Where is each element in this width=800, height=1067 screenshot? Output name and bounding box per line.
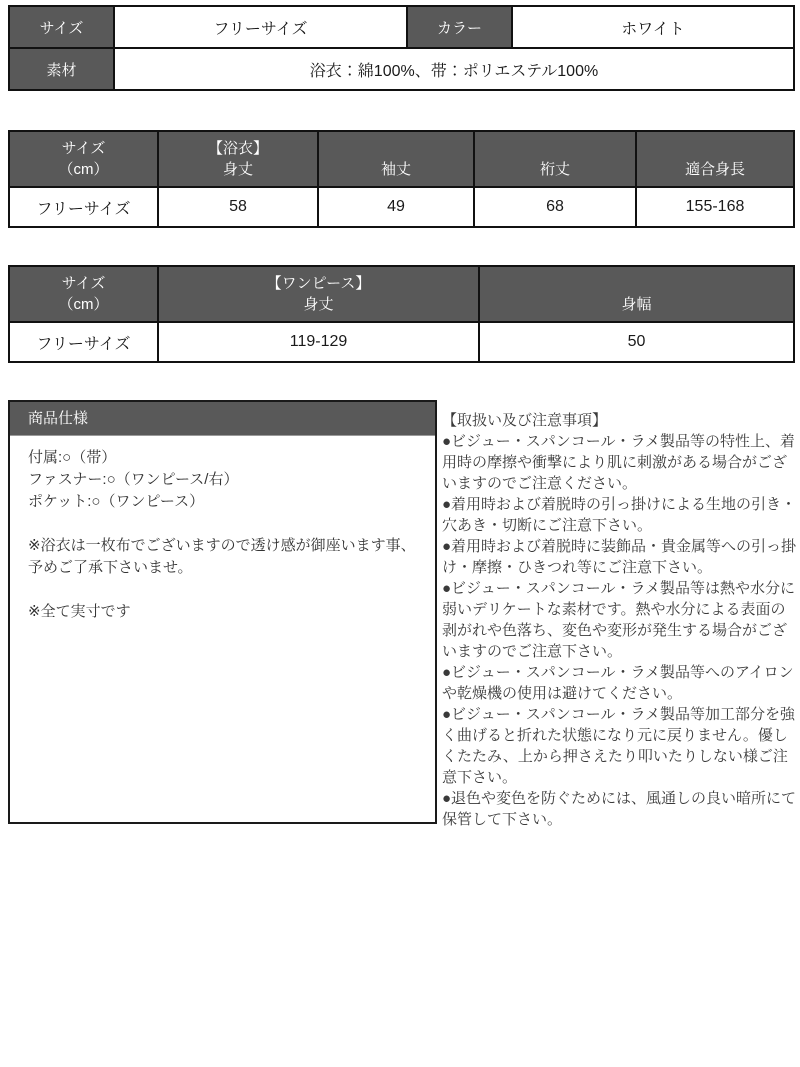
size-cm-line2: （cm） xyxy=(58,296,109,313)
yukata-table-row xyxy=(9,187,794,227)
onepiece-table-row xyxy=(9,322,794,362)
care-notes-title: 【取扱い及び注意事項】 xyxy=(442,412,608,429)
onepiece-body-length-header-cell xyxy=(158,266,479,322)
yukata-yuki-length-cell: 68 xyxy=(474,187,636,227)
material-value-cell: 浴衣：綿100%、帯：ポリエステル100% xyxy=(114,48,794,90)
care-note-item: ●ビジュー・スパンコール・ラメ製品等の特性上、着用時の摩擦や衝撃により肌に刺激がある場合がございますのでご注意ください。 xyxy=(442,433,796,492)
care-note-item: ●退色や変色を防ぐためには、風通しの良い暗所にて保管して下さい。 xyxy=(442,790,797,828)
onepiece-measurements-table xyxy=(8,265,795,363)
yukata-body-length-label: 身丈 xyxy=(222,161,253,178)
yukata-measurements-table xyxy=(8,130,795,228)
yukata-garment-label: 【浴衣】 xyxy=(207,140,268,157)
color-label-cell: カラー xyxy=(407,6,512,48)
size-cm-line1: サイズ xyxy=(61,140,106,157)
yukata-size-cell: フリーサイズ xyxy=(9,187,158,227)
onepiece-size-cell: フリーサイズ xyxy=(9,322,158,362)
size-cm-line1: サイズ xyxy=(61,275,106,292)
yukata-table-header xyxy=(9,131,794,187)
care-note-item: ●着用時および着脱時の引っ掛けによる生地の引き・穴あき・切断にご注意下さい。 xyxy=(442,496,797,534)
onepiece-body-width-header-cell: 身幅 xyxy=(479,266,794,322)
material-label-cell: 素材 xyxy=(9,48,114,90)
care-note-item: ●ビジュー・スパンコール・ラメ製品等は熱や水分に弱いデリケートな素材です。熱や水分による表面の剥がれや色落ち、変色や変形が発生する場合がございますのでご注意下さい。 xyxy=(442,580,796,660)
product-spec-box xyxy=(8,400,437,824)
onepiece-body-length-label: 身丈 xyxy=(303,296,334,313)
onepiece-table-header xyxy=(9,266,794,322)
product-spec-title: 商品仕様 xyxy=(10,402,435,436)
size-color-material-table xyxy=(8,5,795,91)
spec-line-fastener: ファスナー:○（ワンピース/右） xyxy=(28,471,239,488)
yukata-body-length-cell: 58 xyxy=(158,187,318,227)
spec-note-sheer: ※浴衣は一枚布でございますので透け感が御座います事、予めご了承下さいませ。 xyxy=(28,537,416,576)
care-notes xyxy=(442,410,798,830)
yukata-sleeve-length-cell: 49 xyxy=(318,187,474,227)
sleeve-length-header-cell: 袖丈 xyxy=(318,131,474,187)
onepiece-garment-label: 【ワンピース】 xyxy=(266,275,371,292)
fit-height-header-cell: 適合身長 xyxy=(636,131,794,187)
size-cm-header-cell xyxy=(9,266,158,322)
spec-line-accessory: 付属:○（帯） xyxy=(28,449,117,466)
yuki-length-header-cell: 裄丈 xyxy=(474,131,636,187)
care-note-item: ●ビジュー・スパンコール・ラメ製品等へのアイロンや乾燥機の使用は避けてください。 xyxy=(442,664,794,702)
size-cm-line2: （cm） xyxy=(58,161,109,178)
size-value-cell: フリーサイズ xyxy=(114,6,407,48)
material-row xyxy=(9,48,794,90)
care-note-item: ●着用時および着脱時に装飾品・貴金属等への引っ掛け・摩擦・ひきつれ等にご注意下さい。 xyxy=(442,538,797,576)
care-note-item: ●ビジュー・スパンコール・ラメ製品等加工部分を強く曲げると折れた状態になり元に戻りません。優しくたたみ、上から押さえたり叩いたりしない様ご注意下さい。 xyxy=(442,706,796,786)
onepiece-body-width-cell: 50 xyxy=(479,322,794,362)
size-label-cell: サイズ xyxy=(9,6,114,48)
size-cm-header-cell xyxy=(9,131,158,187)
spec-note-measurements: ※全て実寸です xyxy=(28,603,131,620)
onepiece-body-length-cell: 119-129 xyxy=(158,322,479,362)
spec-line-pocket: ポケット:○（ワンピース） xyxy=(28,493,205,510)
color-value-cell: ホワイト xyxy=(512,6,794,48)
yukata-fit-height-cell: 155-168 xyxy=(636,187,794,227)
product-spec-body xyxy=(10,436,435,623)
yukata-body-length-header-cell xyxy=(158,131,318,187)
size-color-row xyxy=(9,6,794,48)
